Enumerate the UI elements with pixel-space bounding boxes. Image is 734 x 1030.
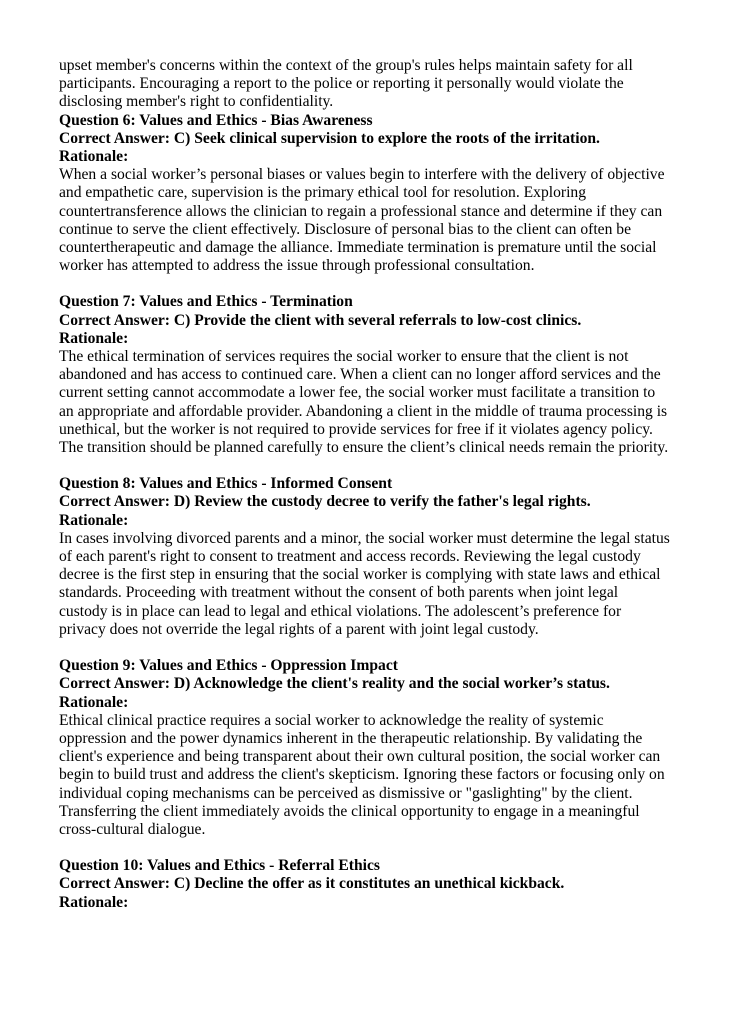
question-title: Question 7: Values and Ethics - Termination [59, 293, 353, 311]
correct-answer: Correct Answer: C) Decline the offer as it constitutes an unethical kickback. [59, 875, 565, 893]
question-title: Question 10: Values and Ethics - Referral Ethics [59, 857, 380, 875]
rationale-label: Rationale: [59, 148, 129, 166]
question-title: Question 8: Values and Ethics - Informed Consent [59, 475, 393, 493]
correct-answer: Correct Answer: D) Acknowledge the client's reality and the social worker’s status. [59, 675, 610, 693]
rationale-label: Rationale: [59, 329, 129, 347]
question-title: Question 6: Values and Ethics - Bias Awareness [59, 111, 373, 129]
question-6 [59, 112, 670, 276]
question-title: Question 9: Values and Ethics - Oppression Impact [59, 657, 398, 675]
rationale-text: When a social worker’s personal biases or values begin to interfere with the delivery of objective and empathetic care, supervision is the primary ethical tool for resolution. Exploring countertransference allows the clinician to regain a professional stance and determine if they can continue to serve the client effectively. Disclosure of personal bias to the client can often be countertherapeutic and damage the alliance. Immediate termination is premature until the social worker has attempted to address the issue through professional consultation. [59, 166, 665, 275]
rationale-label: Rationale: [59, 893, 129, 911]
rationale-text: In cases involving divorced parents and a minor, the social worker must determine the legal status of each parent's right to consent to treatment and access records. Reviewing the legal custody decree is the first step in ensuring that the social worker is complying with state laws and ethical standards. Proceeding with treatment without the consent of both parents when joint legal custody is in place can lead to legal and ethical violations. The adolescent’s preference for privacy does not override the legal rights of a parent with joint legal custody. [59, 529, 670, 638]
question-9 [59, 657, 670, 839]
rationale-label: Rationale: [59, 511, 129, 529]
question-10 [59, 857, 670, 912]
correct-answer: Correct Answer: C) Seek clinical supervision to explore the roots of the irritation. [59, 129, 600, 147]
question-7 [59, 293, 670, 457]
correct-answer: Correct Answer: D) Review the custody decree to verify the father's legal rights. [59, 493, 591, 511]
intro-paragraph: upset member's concerns within the context of the group's rules helps maintain safety for all participants. Encouraging a report to the police or reporting it personally would violate the disclosing member's right to confidentiality. [59, 57, 633, 111]
rationale-text: Ethical clinical practice requires a social worker to acknowledge the reality of systemic oppression and the power dynamics inherent in the therapeutic relationship. By validating the client's experience and being transparent about their own cultural position, the social worker can begin to build trust and address the client's skepticism. Ignoring these factors or focusing only on individual coping mechanisms can be perceived as dismissive or "gaslighting" by the client. Transferring the client immediately avoids the clinical opportunity to engage in a meaningful cross-cultural dialogue. [59, 711, 665, 838]
correct-answer: Correct Answer: C) Provide the client with several referrals to low-cost clinics. [59, 311, 582, 329]
rationale-text: The ethical termination of services requires the social worker to ensure that the client is not abandoned and has access to continued care. When a client can no longer afford services and the current setting cannot accommodate a lower fee, the social worker must facilitate a transition to an appropriate and affordable provider. Abandoning a client in the middle of trauma processing is unethical, but the worker is not required to provide services for free if it violates agency policy. The transition should be planned carefully to ensure the client’s clinical needs remain the priority. [59, 348, 669, 457]
question-8 [59, 475, 670, 639]
rationale-label: Rationale: [59, 693, 129, 711]
